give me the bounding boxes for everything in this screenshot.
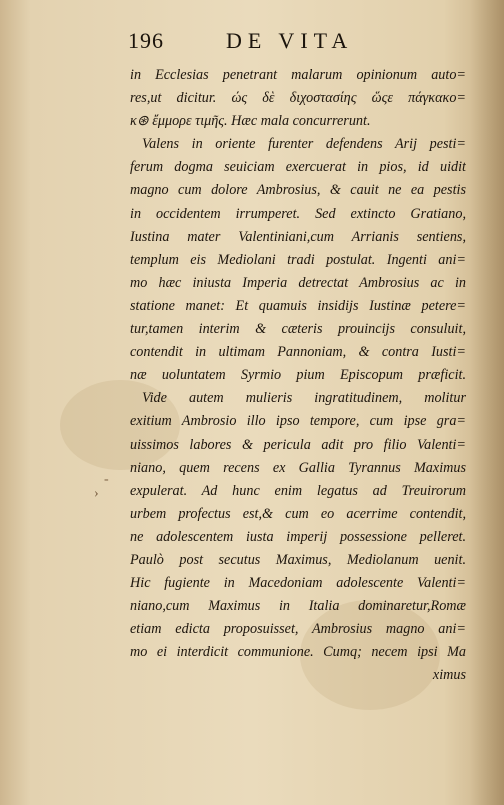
text-line: contendit in ultimam Pannoniam, & contra Iusti= <box>130 344 466 361</box>
text-line: uissimos labores & pericula adit pro filio Valenti= <box>130 436 466 453</box>
text-line: Hic fugiente in Macedoniam adolescente Valenti= <box>130 575 466 592</box>
text-line: κ⊛ ἔμμορε τιμῆς. Hæc mala concurrerunt. <box>130 113 371 130</box>
text-line: ne adolescentem iusta imperij possessione pelleret. <box>130 528 466 545</box>
text-line: statione manet: Et quamuis insidijs Iustinæ petere= <box>130 297 466 314</box>
text-line: res,ut dicitur. ώς δὲ διχοστασίης ὥςε πάγκακο= <box>130 90 466 107</box>
page-number: 196 <box>128 28 164 53</box>
text-line: expulerat. Ad hunc enim legatus ad Treuirorum <box>130 482 466 499</box>
body-text <box>130 64 466 688</box>
gutter-shadow <box>470 0 504 805</box>
running-head: DE VITA <box>226 28 354 53</box>
page-header <box>128 28 458 52</box>
text-line: Paulò post secutus Maximus, Mediolanum uenit. <box>130 551 466 568</box>
text-line: tur,tamen interim & cæteris prouincijs consuluit, <box>130 321 466 338</box>
text-line: in occidentem irrumperet. Sed extincto Gratiano, <box>130 205 466 222</box>
text-line: Iustina mater Valentiniani,cum Arrianis sentiens, <box>130 228 466 245</box>
text-line: niano, quem recens ex Gallia Tyrannus Maximus <box>130 459 466 476</box>
text-line: urbem profectus est,& cum eo acerrime contendit, <box>130 505 466 522</box>
text-line: magno cum dolore Ambrosius, & cauit ne ea pestis <box>130 182 466 199</box>
text-line: etiam edicta proposuisset, Ambrosius magno ani= <box>130 621 466 638</box>
catchword: ximus <box>432 667 466 684</box>
margin-mark: › <box>94 486 99 501</box>
text-line: Valens in oriente furenter defendens Arij pesti= <box>142 136 466 153</box>
text-line: niano,cum Maximus in Italia dominaretur,Romæ <box>130 598 466 615</box>
text-line: næ uoluntatem Syrmio pium Episcopum præficit. <box>130 367 466 384</box>
text-line: mo ei interdicit communione. Cumq; necem ipsi Ma <box>130 644 466 661</box>
text-line: exitium Ambrosio illo ipso tempore, cum ipse gra= <box>130 413 466 430</box>
text-line: in Ecclesias penetrant malarum opinionum auto= <box>130 67 466 83</box>
text-line: mo hæc iniusta Imperia detrectat Ambrosius ac in <box>130 274 466 291</box>
text-line: ferum dogma seuiciam exercuerat in pios, id uidit <box>130 159 466 176</box>
margin-mark: - <box>104 472 109 487</box>
text-line: Vide autem mulieris ingratitudinem, molitur <box>142 390 466 407</box>
text-line: templum eis Mediolani tradi postulat. Ingenti ani= <box>130 251 466 268</box>
